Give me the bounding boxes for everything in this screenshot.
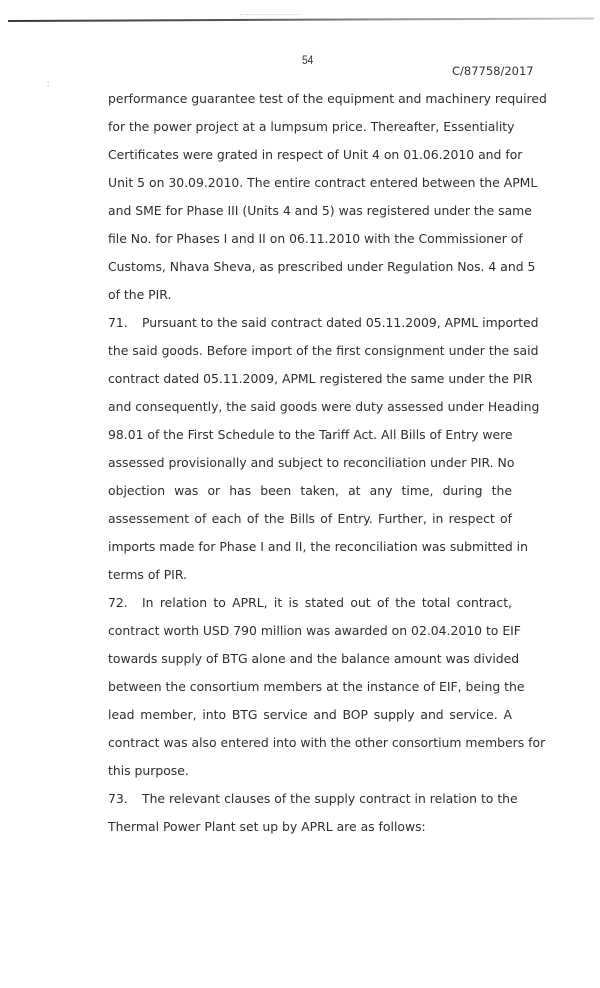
- document-body: [108, 85, 547, 841]
- line-text: of the PIR.: [108, 287, 172, 302]
- text-line: [108, 533, 528, 561]
- case-number: C/87758/2017: [452, 64, 534, 78]
- line-text: The relevant clauses of the supply contract in relation to the: [142, 791, 518, 806]
- line-text: between the consortium members at the instance of EIF, being the: [108, 679, 525, 694]
- paragraph-number: 71.: [108, 315, 128, 330]
- text-line: [108, 197, 532, 225]
- text-line: [108, 617, 521, 645]
- text-line: [108, 757, 512, 785]
- scan-mark: ∶: [47, 80, 50, 89]
- line-text: lead member, into BTG service and BOP supply and service. A: [108, 707, 512, 722]
- header-rule: [8, 17, 594, 22]
- text-line: [108, 813, 512, 841]
- line-text: Thermal Power Plant set up by APRL are as follows:: [108, 819, 426, 834]
- text-line: [108, 785, 518, 813]
- line-text: contract was also entered into with the other consortium members for: [108, 735, 546, 750]
- text-line: [108, 169, 538, 197]
- line-text: Customs, Nhava Sheva, as prescribed under Regulation Nos. 4 and 5: [108, 259, 536, 274]
- page-number: 54: [302, 53, 314, 67]
- line-text: the said goods. Before import of the first consignment under the said: [108, 343, 539, 358]
- text-line: [108, 113, 515, 141]
- text-line: [108, 309, 539, 337]
- line-text: performance guarantee test of the equipment and machinery required: [108, 91, 547, 106]
- text-line: [108, 729, 546, 757]
- text-line: [108, 505, 512, 533]
- scan-artifact: [240, 8, 300, 15]
- text-line: [108, 141, 523, 169]
- text-line: [108, 421, 512, 449]
- text-line: [108, 589, 512, 617]
- line-text: and consequently, the said goods were duty assessed under Heading: [108, 399, 540, 414]
- text-line: [108, 281, 512, 309]
- text-line: [108, 645, 520, 673]
- text-line: [108, 253, 536, 281]
- paragraph-number: 72.: [108, 595, 128, 610]
- line-text: Unit 5 on 30.09.2010. The entire contract entered between the APML: [108, 175, 538, 190]
- line-text: towards supply of BTG alone and the balance amount was divided: [108, 651, 520, 666]
- text-line: [108, 393, 540, 421]
- line-text: for the power project at a lumpsum price. Thereafter, Essentiality: [108, 119, 515, 134]
- text-line: [108, 561, 512, 589]
- line-text: assessement of each of the Bills of Entry. Further, in respect of: [108, 511, 512, 526]
- line-text: and SME for Phase III (Units 4 and 5) was registered under the same: [108, 203, 532, 218]
- text-line: [108, 337, 539, 365]
- text-line: [108, 365, 533, 393]
- text-line: [108, 85, 547, 113]
- line-text: terms of PIR.: [108, 567, 187, 582]
- text-line: [108, 225, 523, 253]
- text-line: [108, 449, 515, 477]
- line-text: objection was or has been taken, at any time, during the: [108, 483, 512, 498]
- text-line: [108, 477, 512, 505]
- paragraph-number: 73.: [108, 791, 128, 806]
- line-text: file No. for Phases I and II on 06.11.2010 with the Commissioner of: [108, 231, 523, 246]
- text-line: [108, 673, 525, 701]
- line-text: contract worth USD 790 million was awarded on 02.04.2010 to EIF: [108, 623, 521, 638]
- line-text: imports made for Phase I and II, the reconciliation was submitted in: [108, 539, 528, 554]
- line-text: assessed provisionally and subject to reconciliation under PIR. No: [108, 455, 515, 470]
- text-line: [108, 701, 512, 729]
- line-text: contract dated 05.11.2009, APML registered the same under the PIR: [108, 371, 533, 386]
- line-text: In relation to APRL, it is stated out of the total contract,: [142, 595, 512, 610]
- line-text: Certificates were grated in respect of Unit 4 on 01.06.2010 and for: [108, 147, 523, 162]
- line-text: this purpose.: [108, 763, 189, 778]
- line-text: 98.01 of the First Schedule to the Tariff Act. All Bills of Entry were: [108, 427, 513, 442]
- line-text: Pursuant to the said contract dated 05.11.2009, APML imported: [142, 315, 539, 330]
